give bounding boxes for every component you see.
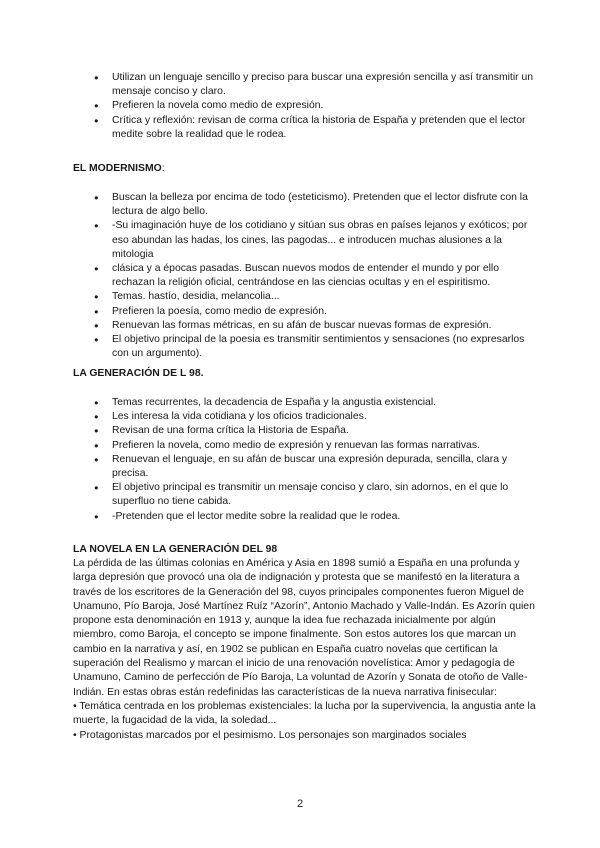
list-item: ● Renuevan las formas métricas, en su afán de buscar nuevas formas de expresión.: [94, 319, 534, 333]
list-item: ● Crítica y reflexión: revisan de corma crítica la historia de España y pretenden que el lector medite sobre la realidad que le rodea.: [94, 114, 534, 142]
modernismo-heading-colon: :: [161, 163, 165, 174]
novela-body: [73, 557, 537, 743]
modernismo-heading: [73, 162, 165, 176]
modernismo-heading-text: EL MODERNISMO: [73, 163, 162, 174]
list-item: ● El objetivo principal de la poesia es transmitir sentimientos y sensaciones (no expresarlos con un argumento).: [94, 333, 534, 361]
intro-bullet-list: [94, 71, 534, 142]
list-item: ● -Pretenden que el lector medite sobre la realidad que le rodea.: [94, 510, 534, 524]
list-item: ● Prefieren la poesía, como medio de expresión.: [94, 305, 534, 319]
page-number: 2: [296, 798, 304, 810]
list-item: ● Les interesa la vida cotidiana y los oficios tradicionales.: [94, 410, 534, 424]
list-item: ● Prefieren la novela como medio de expresión.: [94, 99, 534, 113]
list-item: ● Temas recurrentes, la decadencia de España y la angustia existencial.: [94, 396, 534, 410]
list-item: ● Temas. hastío, desidia, melancolia...: [94, 290, 534, 304]
generacion98-heading: LA GENERACIÓN DE L 98.: [73, 368, 204, 379]
list-item: ● Buscan la belleza por encima de todo (esteticismo). Pretenden que el lector disfrute con la lectura de algo bello.: [94, 191, 534, 219]
novela-paragraph: La pérdida de las últimas colonias en América y Asia en 1898 sumió a España en una profunda y larga depresión que provocó una ola de indignación y protesta que se manifestó en la literatura a través de los escritores de la Generación del 98, cuyos principales componentes fueron Miguel de Unamuno, Pío Baroja, José Martínez Ruíz “Azorín”, Antonio Machado y Valle-Indán. Es Azorín quien propone esta denominación en 1913 y, aunque la idea fue rechazada inicialmente por algún miembro, como Baroja, el concepto se impone finalmente. Son estos autores los que marcan un cambio en la narrativa y así, en 1902 se publican en España cuatro novelas que certifican la superación del Realismo y marcan el inicio de una renovación novelística: Amor y pedagogía de Unamuno, Camino de perfección de Pío Baroja, La voluntad de Azorín y Sonata de otoño de Valle-Indián. En estas obras están redefinidas las características de la nueva narrativa finisecular:: [73, 558, 535, 698]
generacion98-bullet-list: [94, 396, 534, 524]
modernismo-bullet-list: [94, 191, 534, 361]
list-item: ● Revisan de una forma crítica la Historia de España.: [94, 424, 534, 438]
novela-feature-line: • Protagonistas marcados por el pesimismo. Los personajes son marginados sociales: [73, 729, 467, 741]
novela-heading: LA NOVELA EN LA GENERACIÓN DEL 98: [73, 544, 278, 555]
list-item: ● Renuevan el lenguaje, en su afán de buscar una expresión depurada, sencilla, clara y precisa.: [94, 453, 534, 481]
novela-feature-line: • Temática centrada en los problemas existenciales: la lucha por la supervivencia, la angustia ante la muerte, la fugacidad de la vida, la soledad...: [73, 700, 536, 727]
list-item: ● -Su imaginación huye de los cotidiano y sitúan sus obras en países lejanos y exóticos; por eso abundan las hadas, los cines, las pagodas... e introducen muchas alusiones a la mitologia: [94, 219, 534, 262]
list-item: ● El objetivo principal es transmitir un mensaje conciso y claro, sin adornos, en el que lo superfluo no tiene cabida.: [94, 481, 534, 509]
list-item: ● Utilizan un lenguaje sencillo y preciso para buscar una expresión sencilla y así transmitir un mensaje conciso y claro.: [94, 71, 534, 99]
list-item: ● Prefieren la novela, como medio de expresión y renuevan las formas narrativas.: [94, 439, 534, 453]
list-item: ● clásica y a épocas pasadas. Buscan nuevos modos de entender el mundo y por ello rechazan la religión oficial, centrándose en las ciencias ocultas y en el espiritismo.: [94, 262, 534, 290]
